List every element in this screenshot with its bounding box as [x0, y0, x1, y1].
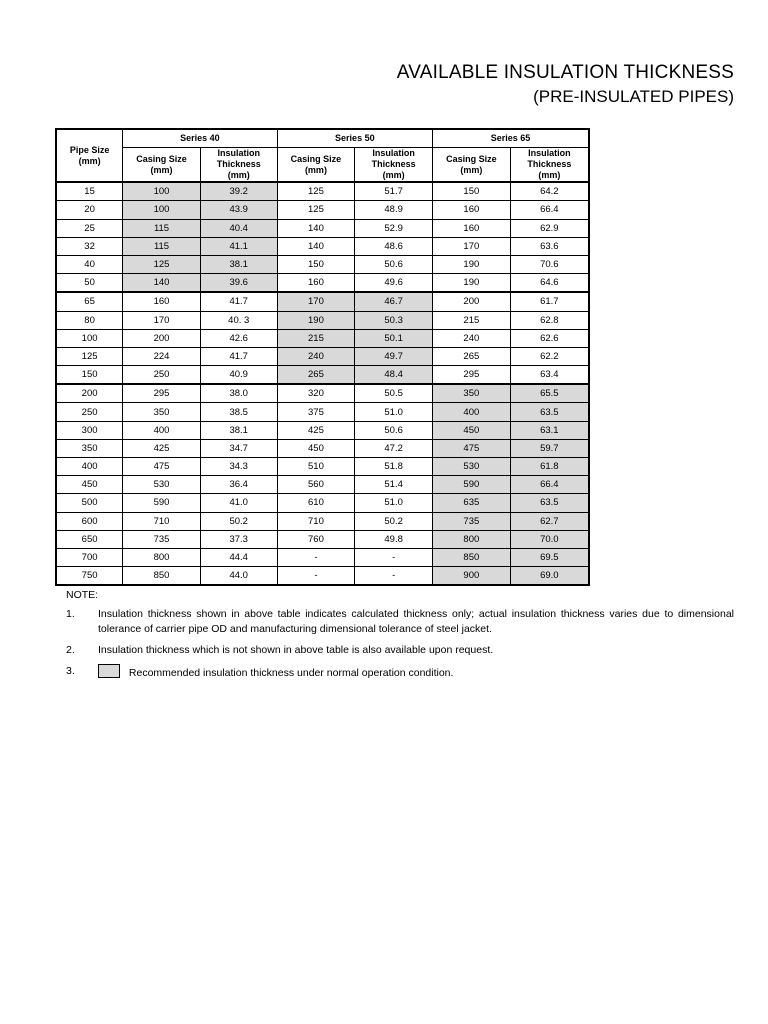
- pipe-size-cell: 450: [56, 476, 123, 494]
- series-65-thickness-cell: 70.0: [510, 530, 589, 548]
- pipe-size-cell: 250: [56, 403, 123, 421]
- table-row: [56, 512, 589, 530]
- series-50-thickness-cell: 49.7: [355, 347, 433, 365]
- series-50-casing-cell: 215: [277, 329, 355, 347]
- series-40-thickness-cell: 40. 3: [200, 311, 277, 329]
- series-40-casing-cell: 160: [123, 292, 201, 311]
- series-65-casing-cell: 265: [433, 347, 511, 365]
- series-50-casing-cell: 150: [277, 255, 355, 273]
- pipe-size-cell: 700: [56, 548, 123, 566]
- series-40-casing-cell: 590: [123, 494, 201, 512]
- series-65-thickness-cell: 62.8: [510, 311, 589, 329]
- series-65-thickness-cell: 63.5: [510, 403, 589, 421]
- insulation-header-line2: Thickness: [371, 159, 416, 170]
- series-50-thickness-cell: 50.5: [355, 384, 433, 403]
- table-row: [56, 548, 589, 566]
- insulation-table: [55, 128, 590, 586]
- series-65-thickness-cell: 63.5: [510, 494, 589, 512]
- series-65-casing-cell: 735: [433, 512, 511, 530]
- series-65-casing-cell: 900: [433, 567, 511, 586]
- pipe-size-cell: 200: [56, 384, 123, 403]
- series-50-casing-cell: -: [277, 567, 355, 586]
- pipe-size-cell: 750: [56, 567, 123, 586]
- series-65-thickness-cell: 66.4: [510, 476, 589, 494]
- series-50-thickness-cell: -: [355, 567, 433, 586]
- series-40-casing-cell: 800: [123, 548, 201, 566]
- series-40-thickness-cell: 38.1: [200, 255, 277, 273]
- series-40-thickness-cell: 39.6: [200, 274, 277, 293]
- series-65-thickness-cell: 69.5: [510, 548, 589, 566]
- series-50-casing-cell: 140: [277, 237, 355, 255]
- series-40-casing-cell: 100: [123, 201, 201, 219]
- series-65-thickness-cell: 63.1: [510, 421, 589, 439]
- table-row: [56, 201, 589, 219]
- pipe-size-cell: 40: [56, 255, 123, 273]
- series-65-casing-cell: 450: [433, 421, 511, 439]
- table-row: [56, 237, 589, 255]
- casing-size-header-line2: (mm): [460, 164, 483, 175]
- series-40-thickness-cell: 39.2: [200, 182, 277, 201]
- series-65-casing-cell: 530: [433, 458, 511, 476]
- series-40-thickness-cell: 41.7: [200, 347, 277, 365]
- series-50-thickness-cell: 49.6: [355, 274, 433, 293]
- shaded-legend-swatch: [98, 664, 120, 678]
- table-row: [56, 567, 589, 586]
- series-65-casing-cell: 150: [433, 182, 511, 201]
- casing-size-header: [277, 148, 355, 183]
- series-50-casing-cell: 140: [277, 219, 355, 237]
- pipe-size-cell: 50: [56, 274, 123, 293]
- note-item: [66, 664, 734, 681]
- series-50-header: Series 50: [277, 129, 432, 148]
- pipe-size-cell: 25: [56, 219, 123, 237]
- series-40-thickness-cell: 38.0: [200, 384, 277, 403]
- series-50-casing-cell: 425: [277, 421, 355, 439]
- series-50-thickness-cell: 48.4: [355, 366, 433, 385]
- table-row: [56, 255, 589, 273]
- series-65-thickness-cell: 66.4: [510, 201, 589, 219]
- pipe-size-cell: 80: [56, 311, 123, 329]
- series-65-header: Series 65: [433, 129, 589, 148]
- series-50-casing-cell: 610: [277, 494, 355, 512]
- series-65-casing-cell: 295: [433, 366, 511, 385]
- series-65-casing-cell: 160: [433, 201, 511, 219]
- series-65-casing-cell: 350: [433, 384, 511, 403]
- series-50-casing-cell: 170: [277, 292, 355, 311]
- series-50-thickness-cell: 51.7: [355, 182, 433, 201]
- series-40-casing-cell: 200: [123, 329, 201, 347]
- series-65-casing-cell: 400: [433, 403, 511, 421]
- series-50-casing-cell: 450: [277, 439, 355, 457]
- series-50-thickness-cell: 50.2: [355, 512, 433, 530]
- series-40-casing-cell: 530: [123, 476, 201, 494]
- series-65-casing-cell: 240: [433, 329, 511, 347]
- pipe-size-header: [56, 129, 123, 182]
- pipe-size-cell: 20: [56, 201, 123, 219]
- series-50-thickness-cell: 51.4: [355, 476, 433, 494]
- series-40-thickness-cell: 44.4: [200, 548, 277, 566]
- insulation-header-line1: Insulation: [217, 148, 260, 159]
- series-65-thickness-cell: 62.2: [510, 347, 589, 365]
- series-40-thickness-cell: 41.1: [200, 237, 277, 255]
- series-40-thickness-cell: 40.9: [200, 366, 277, 385]
- series-40-thickness-cell: 41.7: [200, 292, 277, 311]
- insulation-header-line1: Insulation: [372, 148, 415, 159]
- series-50-thickness-cell: 52.9: [355, 219, 433, 237]
- series-65-thickness-cell: 69.0: [510, 567, 589, 586]
- table-row: [56, 403, 589, 421]
- series-50-thickness-cell: 51.8: [355, 458, 433, 476]
- series-40-casing-cell: 350: [123, 403, 201, 421]
- series-65-thickness-cell: 61.7: [510, 292, 589, 311]
- pipe-size-header-line1: Pipe Size: [69, 144, 110, 155]
- series-40-thickness-cell: 43.9: [200, 201, 277, 219]
- pipe-size-cell: 350: [56, 439, 123, 457]
- table-row: [56, 292, 589, 311]
- series-40-thickness-cell: 44.0: [200, 567, 277, 586]
- series-65-casing-cell: 190: [433, 274, 511, 293]
- table-row: [56, 494, 589, 512]
- series-40-casing-cell: 425: [123, 439, 201, 457]
- insulation-header-line1: Insulation: [528, 148, 571, 159]
- page-subtitle: (PRE-INSULATED PIPES): [533, 87, 734, 106]
- insulation-thickness-header: [200, 148, 277, 183]
- insulation-header-line2: Thickness: [216, 159, 261, 170]
- series-65-thickness-cell: 65.5: [510, 384, 589, 403]
- series-40-thickness-cell: 42.6: [200, 329, 277, 347]
- note-item: [66, 607, 734, 637]
- table-row: [56, 476, 589, 494]
- series-50-casing-cell: 710: [277, 512, 355, 530]
- series-65-casing-cell: 200: [433, 292, 511, 311]
- notes-label: NOTE:: [66, 589, 99, 601]
- series-40-thickness-cell: 38.1: [200, 421, 277, 439]
- series-50-thickness-cell: 50.6: [355, 421, 433, 439]
- series-65-thickness-cell: 64.6: [510, 274, 589, 293]
- table-row: [56, 347, 589, 365]
- series-65-thickness-cell: 61.8: [510, 458, 589, 476]
- series-40-header: Series 40: [123, 129, 277, 148]
- series-40-casing-cell: 115: [123, 237, 201, 255]
- table-row: [56, 439, 589, 457]
- note-number: 1.: [66, 608, 75, 620]
- pipe-size-cell: 65: [56, 292, 123, 311]
- series-65-thickness-cell: 63.6: [510, 237, 589, 255]
- pipe-size-header-line2: (mm): [78, 155, 101, 166]
- pipe-size-cell: 400: [56, 458, 123, 476]
- series-40-casing-cell: 400: [123, 421, 201, 439]
- table-row: [56, 329, 589, 347]
- series-40-casing-cell: 735: [123, 530, 201, 548]
- note-item: [66, 643, 734, 658]
- series-65-casing-cell: 160: [433, 219, 511, 237]
- series-50-casing-cell: 160: [277, 274, 355, 293]
- series-50-thickness-cell: 46.7: [355, 292, 433, 311]
- series-65-thickness-cell: 62.7: [510, 512, 589, 530]
- series-65-thickness-cell: 59.7: [510, 439, 589, 457]
- pipe-size-cell: 125: [56, 347, 123, 365]
- series-40-casing-cell: 100: [123, 182, 201, 201]
- pipe-size-cell: 100: [56, 329, 123, 347]
- casing-size-header: [123, 148, 201, 183]
- pipe-size-cell: 15: [56, 182, 123, 201]
- series-40-thickness-cell: 36.4: [200, 476, 277, 494]
- series-50-casing-cell: 375: [277, 403, 355, 421]
- series-40-casing-cell: 250: [123, 366, 201, 385]
- table-row: [56, 274, 589, 293]
- series-50-casing-cell: 125: [277, 201, 355, 219]
- series-40-casing-cell: 475: [123, 458, 201, 476]
- series-40-casing-cell: 125: [123, 255, 201, 273]
- series-50-casing-cell: 265: [277, 366, 355, 385]
- insulation-header-line2: Thickness: [527, 159, 572, 170]
- series-65-casing-cell: 635: [433, 494, 511, 512]
- series-40-casing-cell: 115: [123, 219, 201, 237]
- insulation-header-line3: (mm): [227, 170, 250, 181]
- series-50-casing-cell: -: [277, 548, 355, 566]
- insulation-header-line3: (mm): [538, 170, 561, 181]
- series-40-casing-cell: 295: [123, 384, 201, 403]
- series-65-thickness-cell: 63.4: [510, 366, 589, 385]
- series-65-casing-cell: 215: [433, 311, 511, 329]
- series-50-thickness-cell: 47.2: [355, 439, 433, 457]
- series-50-thickness-cell: 50.6: [355, 255, 433, 273]
- series-40-casing-cell: 850: [123, 567, 201, 586]
- series-65-casing-cell: 170: [433, 237, 511, 255]
- casing-size-header-line2: (mm): [304, 164, 327, 175]
- table-row: [56, 219, 589, 237]
- casing-size-header-line1: Casing Size: [136, 153, 187, 164]
- casing-size-header: [433, 148, 511, 183]
- note-number: 2.: [66, 644, 75, 656]
- series-65-thickness-cell: 64.2: [510, 182, 589, 201]
- series-65-casing-cell: 590: [433, 476, 511, 494]
- series-65-thickness-cell: 62.9: [510, 219, 589, 237]
- note-text: Insulation thickness which is not shown in above table is also available upon request.: [98, 644, 494, 656]
- insulation-thickness-header: [355, 148, 433, 183]
- series-50-casing-cell: 320: [277, 384, 355, 403]
- series-50-thickness-cell: 48.9: [355, 201, 433, 219]
- page-title: AVAILABLE INSULATION THICKNESS: [396, 62, 734, 83]
- table-row: [56, 384, 589, 403]
- series-40-thickness-cell: 34.7: [200, 439, 277, 457]
- insulation-thickness-header: [510, 148, 589, 183]
- pipe-size-cell: 32: [56, 237, 123, 255]
- table-row: [56, 182, 589, 201]
- series-65-thickness-cell: 62.6: [510, 329, 589, 347]
- casing-size-header-line1: Casing Size: [446, 153, 497, 164]
- series-50-thickness-cell: 51.0: [355, 403, 433, 421]
- series-65-casing-cell: 475: [433, 439, 511, 457]
- pipe-size-cell: 150: [56, 366, 123, 385]
- series-50-thickness-cell: 51.0: [355, 494, 433, 512]
- series-40-thickness-cell: 50.2: [200, 512, 277, 530]
- table-row: [56, 366, 589, 385]
- casing-size-header-line2: (mm): [150, 164, 173, 175]
- pipe-size-cell: 500: [56, 494, 123, 512]
- table-row: [56, 421, 589, 439]
- pipe-size-cell: 650: [56, 530, 123, 548]
- series-50-thickness-cell: -: [355, 548, 433, 566]
- series-65-casing-cell: 850: [433, 548, 511, 566]
- series-40-thickness-cell: 40.4: [200, 219, 277, 237]
- series-40-casing-cell: 710: [123, 512, 201, 530]
- series-50-casing-cell: 510: [277, 458, 355, 476]
- table-row: [56, 311, 589, 329]
- series-50-casing-cell: 240: [277, 347, 355, 365]
- note-text: Insulation thickness shown in above table indicates calculated thickness only; actual insulation thickness varies due to dimensional tolerance of carrier pipe OD and manufacturing dimensional tolerance of steel jacket.: [98, 608, 734, 635]
- pipe-size-cell: 300: [56, 421, 123, 439]
- series-50-casing-cell: 125: [277, 182, 355, 201]
- note-text: Recommended insulation thickness under normal operation condition.: [128, 667, 454, 679]
- series-65-casing-cell: 800: [433, 530, 511, 548]
- series-40-casing-cell: 170: [123, 311, 201, 329]
- series-40-casing-cell: 224: [123, 347, 201, 365]
- series-50-casing-cell: 560: [277, 476, 355, 494]
- series-65-casing-cell: 190: [433, 255, 511, 273]
- series-40-thickness-cell: 41.0: [200, 494, 277, 512]
- series-40-thickness-cell: 37.3: [200, 530, 277, 548]
- table-row: [56, 530, 589, 548]
- series-50-casing-cell: 760: [277, 530, 355, 548]
- notes-section: [66, 588, 734, 687]
- series-50-thickness-cell: 48.6: [355, 237, 433, 255]
- table-row: [56, 458, 589, 476]
- casing-size-header-line1: Casing Size: [290, 153, 342, 164]
- note-number: 3.: [66, 665, 75, 677]
- series-65-thickness-cell: 70.6: [510, 255, 589, 273]
- pipe-size-cell: 600: [56, 512, 123, 530]
- series-50-thickness-cell: 50.3: [355, 311, 433, 329]
- series-50-casing-cell: 190: [277, 311, 355, 329]
- insulation-header-line3: (mm): [382, 170, 405, 181]
- series-40-thickness-cell: 34.3: [200, 458, 277, 476]
- series-50-thickness-cell: 49.8: [355, 530, 433, 548]
- series-50-thickness-cell: 50.1: [355, 329, 433, 347]
- series-40-casing-cell: 140: [123, 274, 201, 293]
- table-body: [56, 182, 589, 585]
- series-40-thickness-cell: 38.5: [200, 403, 277, 421]
